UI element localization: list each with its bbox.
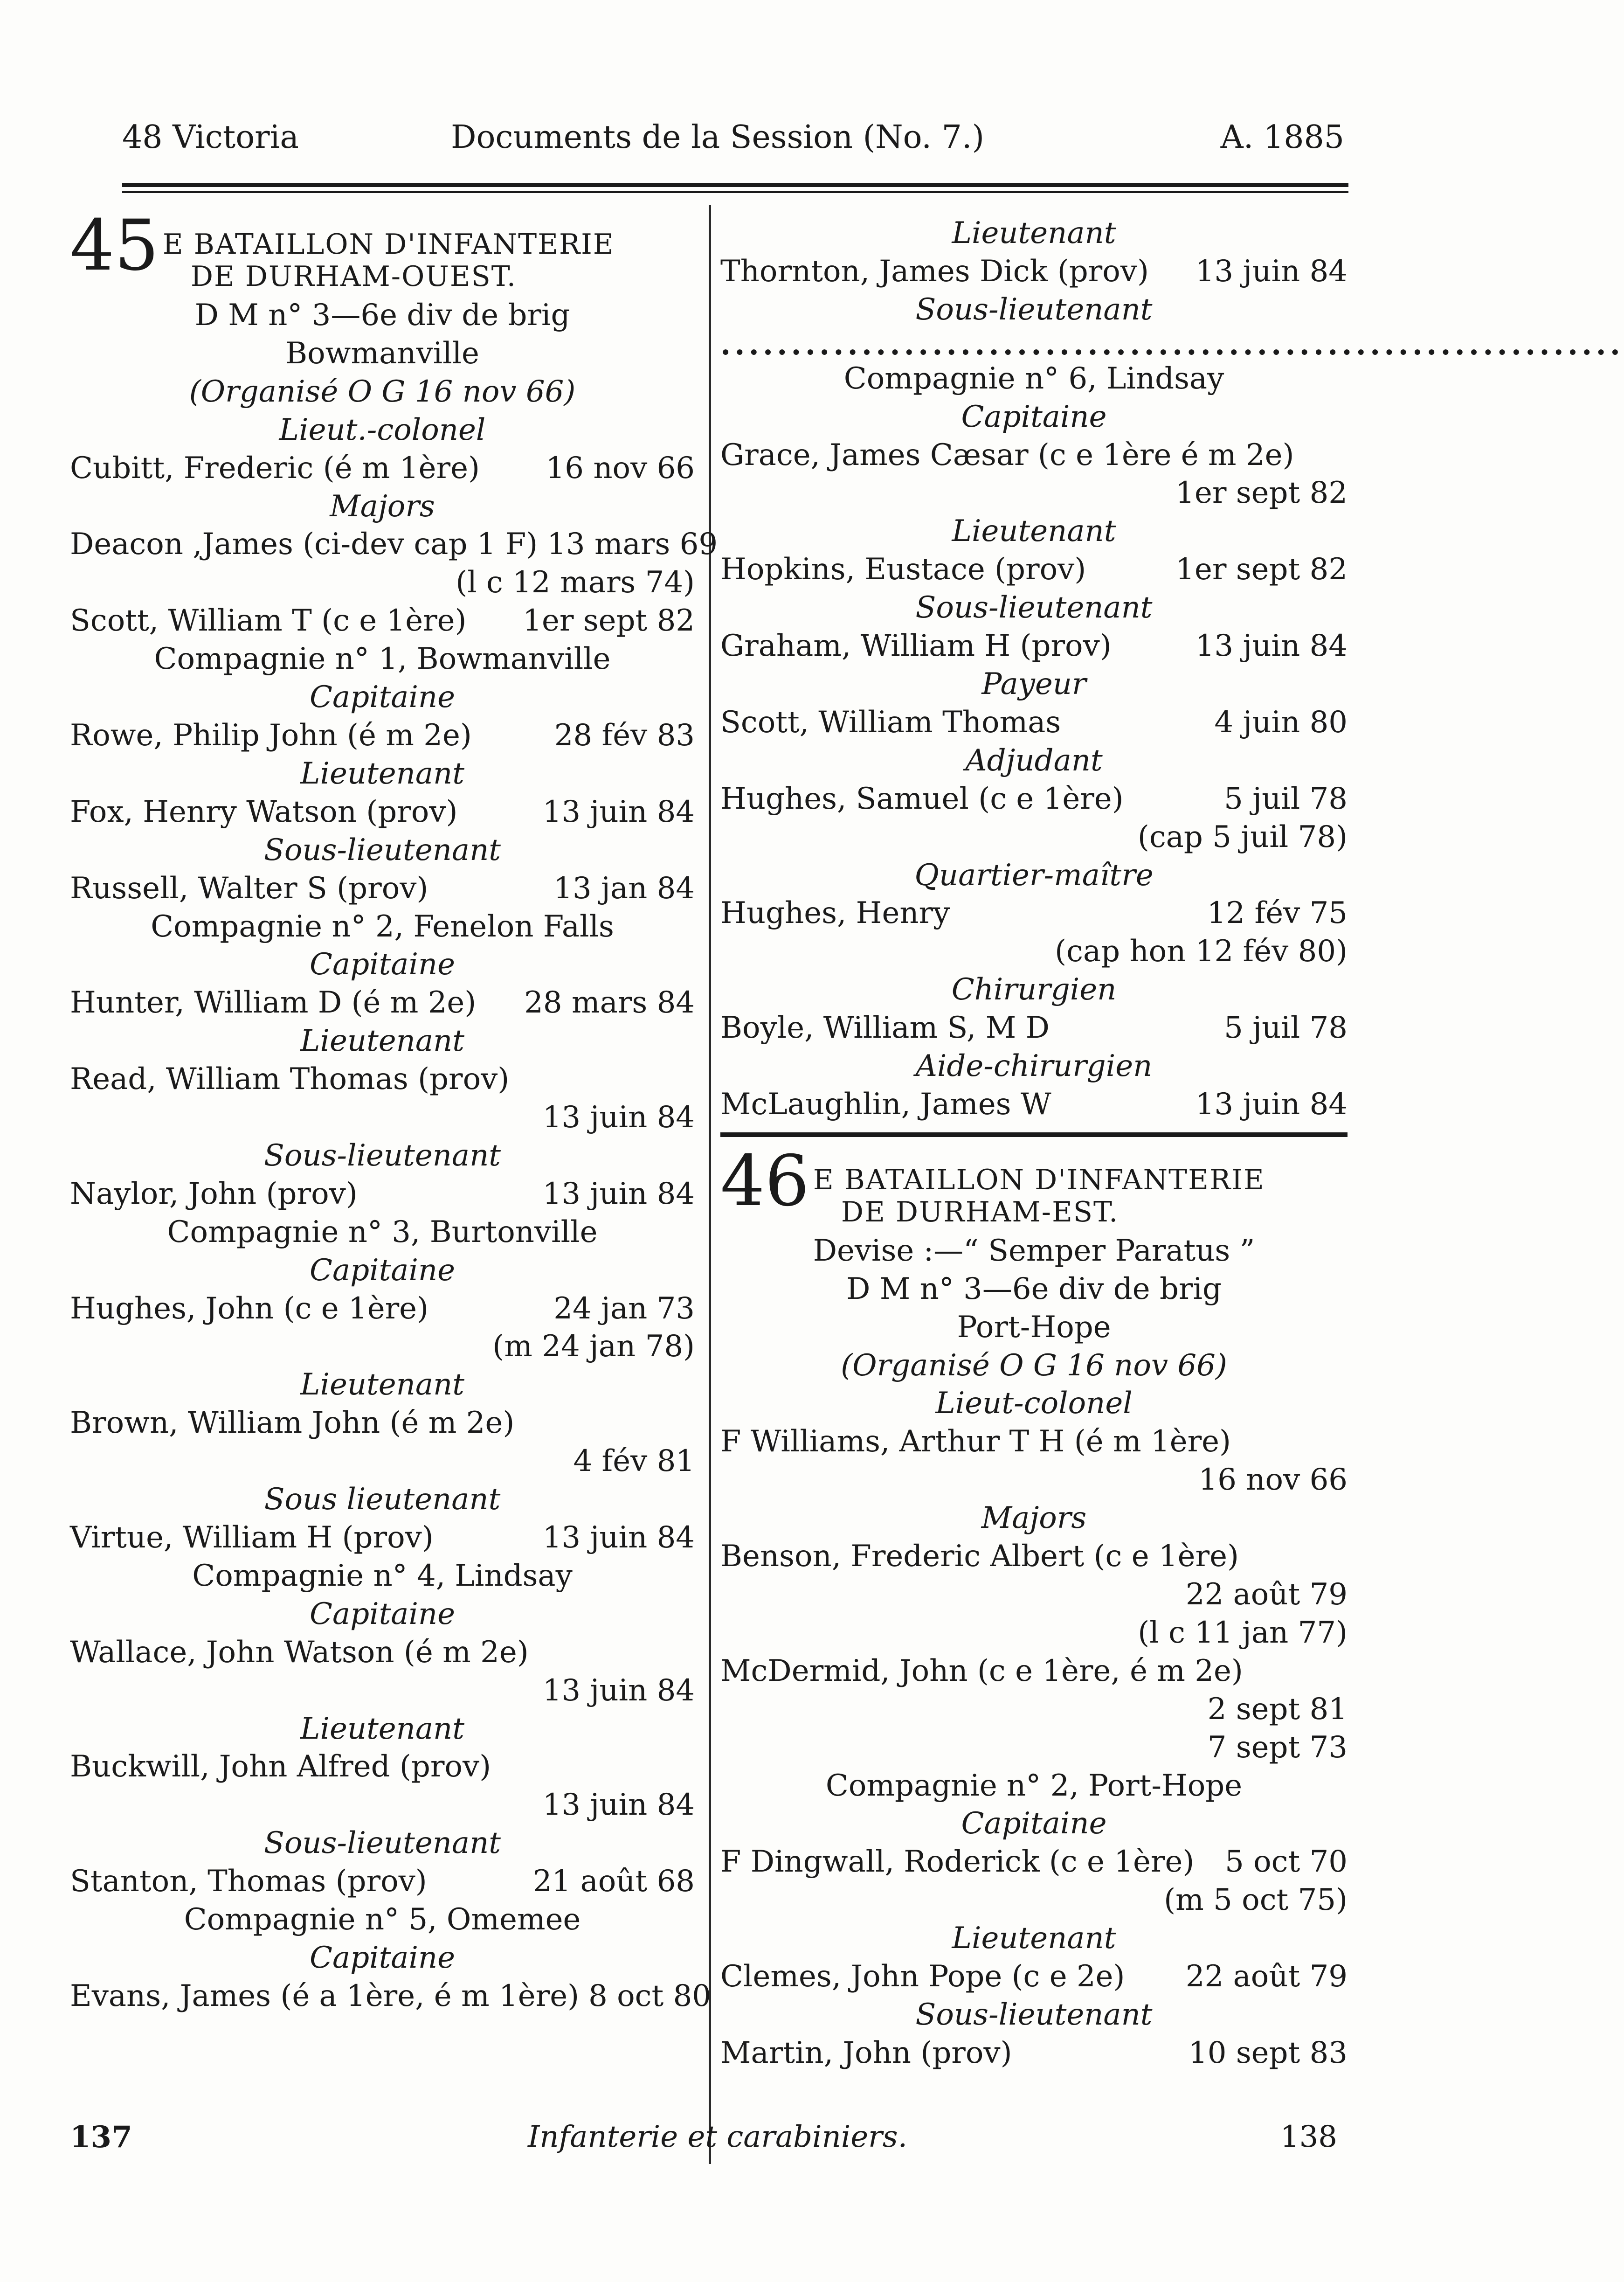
company-heading: Compagnie n° 2, Port-Hope [825,1768,1243,1803]
officer-entry [720,1086,1348,1124]
roster-list [720,1385,1348,2072]
officer-name: Benson, Frederic Albert (c e 1ère) [720,1539,1239,1574]
entry-note: (cap hon 12 fév 80) [1055,934,1348,969]
entry-note: (m 24 jan 78) [492,1329,695,1364]
officer-entry [720,551,1348,589]
battalion-number: 45 [70,205,159,286]
officer-entry [70,1061,695,1099]
officer-entry [720,1538,1348,1576]
rank-heading: Majors [981,1501,1087,1536]
column-divider [709,205,711,2164]
rank-heading: Quartier-maître [914,858,1154,893]
company-heading: Compagnie n° 3, Burtonville [167,1214,598,1249]
rank-heading: Capitaine [961,399,1107,434]
commission-date: 5 oct 70 [1225,1845,1348,1880]
officer-entry [70,1748,695,1786]
entry-note: (l c 12 mars 74) [456,565,695,600]
motto: Devise :—“ Semper Paratus ” [813,1233,1255,1268]
officer-entry [70,793,695,832]
commission-date: 22 août 79 [1185,1959,1348,1994]
officer-entry [720,780,1348,818]
entry-note: 13 juin 84 [542,1788,695,1823]
header-left: 48 Victoria [122,119,299,156]
officer-name: Clemes, John Pope (c e 2e) [720,1959,1125,1994]
officer-entry [70,602,695,640]
commission-date: 10 sept 83 [1189,2035,1348,2070]
entry-note: 22 août 79 [1185,1577,1348,1612]
rank-heading: Sous-lieutenant [264,832,501,867]
district: D M n° 3—6e div de brig [194,298,570,333]
rank-heading: Adjudant [965,743,1103,778]
commission-date: 4 juin 80 [1214,705,1348,740]
officer-name: Hughes, John (c e 1ère) [70,1291,428,1326]
battalion-subtitle: DE DURHAM-OUEST. [190,260,517,293]
rank-heading: Sous-lieutenant [915,590,1153,625]
rank-heading: Aide-chirurgien [915,1049,1153,1084]
entry-note: 1er sept 82 [1175,476,1348,511]
section-rule [720,1132,1348,1137]
officer-name: F Williams, Arthur T H (é m 1ère) [720,1424,1231,1459]
commission-date: 28 fév 83 [554,718,695,753]
page-number-left: 137 [70,2120,132,2155]
rank-heading: Payeur [981,666,1086,701]
rank-heading: Sous-lieutenant [264,1138,501,1173]
officer-entry [70,1519,695,1557]
header-rule-thick [122,183,1348,187]
officer-name: Grace, James Cæsar (c e 1ère é m 2e) [720,437,1294,472]
officer-name: Hughes, Samuel (c e 1ère) [720,781,1124,816]
battalion-title: E BATAILLON D'INFANTERIE [162,228,615,261]
commission-date: 1er sept 82 [1175,552,1348,587]
rank-heading: Lieutenant [300,756,464,791]
battalion-heading-45 [70,205,695,293]
officer-entry [70,717,695,755]
rank-heading: Capitaine [310,1940,455,1975]
commission-date: 16 nov 66 [546,451,695,486]
officer-entry [70,450,695,488]
officer-entry [720,1009,1348,1047]
organisation-date: (Organisé O G 16 nov 66) [841,1348,1227,1383]
officer-name: Brown, William John (é m 2e) [70,1406,515,1441]
commission-date: 13 juin 84 [542,1176,695,1211]
officer-name: McDermid, John (c e 1ère, é m 2e) [720,1653,1243,1688]
officer-entry [720,704,1348,742]
company-heading: Compagnie n° 2, Fenelon Falls [151,909,614,944]
officer-name: Hopkins, Eustace (prov) [720,552,1086,587]
commission-date: 13 juin 84 [1195,629,1348,664]
commission-date: 5 juil 78 [1224,781,1348,816]
entry-note: 2 sept 81 [1207,1692,1348,1727]
commission-date: 5 juil 78 [1224,1011,1348,1046]
entry-note: 13 juin 84 [542,1100,695,1135]
company-heading: Compagnie n° 5, Omemee [184,1902,581,1937]
officer-name: Fox, Henry Watson (prov) [70,794,458,829]
officer-entry [720,1958,1348,1996]
officer-entry [70,1863,695,1901]
officer-entry [70,984,695,1022]
rank-heading: Lieutenant [300,1367,464,1402]
officer-name: Scott, William Thomas [720,705,1061,740]
headquarters-place: Bowmanville [285,336,479,371]
officer-name: Hunter, William D (é m 2e) [70,985,477,1020]
district: D M n° 3—6e div de brig [846,1271,1222,1306]
officer-entry [70,1634,695,1672]
commission-date: 8 oct 80 [588,1978,711,2013]
rank-heading: Majors [330,489,435,524]
rank-heading: Lieutenant [952,216,1116,250]
company-heading: Compagnie n° 1, Bowmanville [154,642,611,677]
commission-date: 13 juin 84 [1195,254,1348,289]
battalion-heading-46 [720,1140,1348,1228]
dotted-leader: ................................................................ [720,326,1624,362]
commission-date: 21 août 68 [532,1864,695,1899]
officer-name: Graham, William H (prov) [720,629,1112,664]
officer-name: Deacon ,James (ci-dev cap 1 F) [70,527,538,562]
entry-note: (cap 5 juil 78) [1137,819,1348,854]
footer-section-title: Infanterie et carabiniers. [528,2120,907,2154]
entry-note: 13 juin 84 [542,1673,695,1708]
battalion-title: E BATAILLON D'INFANTERIE [813,1163,1265,1196]
officer-entry [70,526,718,564]
officer-name: Stanton, Thomas (prov) [70,1864,427,1899]
entry-note: 16 nov 66 [1198,1463,1348,1498]
officer-name: Scott, William T (c e 1ère) [70,603,467,638]
officer-entry [70,1404,695,1443]
officer-name: Thornton, James Dick (prov) [720,254,1149,289]
commission-date: 24 jan 73 [553,1291,695,1326]
commission-date: 13 juin 84 [542,794,695,829]
officer-entry [70,1977,711,2016]
entry-note: 7 sept 73 [1207,1730,1348,1765]
officer-name: McLaughlin, James W [720,1087,1051,1122]
rank-heading: Lieutenant [300,1024,464,1059]
officer-name: Cubitt, Frederic (é m 1ère) [70,451,480,486]
officer-entry [70,1175,695,1214]
commission-date: 1er sept 82 [523,603,695,638]
officer-entry [720,1843,1348,1881]
officer-name: Naylor, John (prov) [70,1176,358,1211]
officer-entry [70,1290,695,1328]
company-heading: Compagnie n° 4, Lindsay [192,1558,573,1593]
rank-heading: Sous-lieutenant [264,1826,501,1861]
header-center: Documents de la Session (No. 7.) [450,119,985,156]
rank-heading: Lieutenant [952,1921,1116,1956]
officer-entry [70,870,695,908]
officer-entry [720,253,1348,291]
officer-name: Martin, John (prov) [720,2035,1012,2070]
officer-entry [720,437,1348,475]
officer-entry [720,2034,1348,2073]
header-right: A. 1885 [1220,119,1344,156]
page-number-right: 138 [1280,2120,1337,2154]
officer-entry [720,1423,1348,1461]
rank-heading: Lieutenant [300,1711,464,1746]
company-heading: Compagnie n° 6, Lindsay [843,361,1224,396]
rank-heading: Capitaine [310,680,455,715]
officer-name: Hughes, Henry [720,896,950,931]
entry-note: (l c 11 jan 77) [1138,1615,1348,1650]
rank-heading: Capitaine [310,947,455,982]
commission-date: 13 jan 84 [553,871,695,906]
commission-date: 13 juin 84 [1195,1087,1348,1122]
rank-heading: Lieut.-colonel [279,412,486,447]
officer-entry [720,895,1348,933]
rank-heading: Capitaine [310,1596,455,1631]
officer-entry [720,627,1348,666]
rank-heading: Capitaine [310,1253,455,1288]
entry-note: 4 fév 81 [573,1444,695,1479]
officer-name: Evans, James (é a 1ère, é m 1ère) [70,1978,580,2013]
officer-name: Wallace, John Watson (é m 2e) [70,1635,529,1670]
officer-name: Virtue, William H (prov) [70,1520,434,1555]
roster-list-continued [720,215,1624,1124]
officer-name: Rowe, Philip John (é m 2e) [70,718,472,753]
rank-heading: Lieut-colonel [935,1386,1133,1421]
officer-name: Russell, Walter S (prov) [70,871,428,906]
header-rule-thin [122,191,1348,193]
rank-heading: Sous-lieutenant [915,1997,1153,2032]
rank-heading: Sous lieutenant [264,1482,501,1517]
commission-date: 13 mars 69 [547,527,718,562]
headquarters-place: Port-Hope [957,1310,1111,1345]
rank-heading: Capitaine [961,1806,1107,1841]
commission-date: 12 fév 75 [1207,896,1348,931]
rank-heading: Sous-lieutenant [915,292,1153,327]
organisation-date: (Organisé O G 16 nov 66) [189,374,576,409]
battalion-number: 46 [720,1140,809,1222]
commission-date: 28 mars 84 [524,985,695,1020]
battalion-subtitle: DE DURHAM-EST. [841,1195,1119,1228]
right-column [720,215,1624,2073]
officer-name: Read, William Thomas (prov) [70,1062,510,1097]
officer-name: Buckwill, John Alfred (prov) [70,1749,491,1784]
rank-heading: Chirurgien [951,972,1117,1007]
officer-name: Boyle, William S, M D [720,1011,1050,1046]
rank-heading: Lieutenant [952,514,1116,549]
running-header [0,119,1435,175]
officer-entry [720,1652,1348,1691]
left-column [70,205,718,2016]
officer-name: F Dingwall, Roderick (c e 1ère) [720,1845,1195,1880]
commission-date: 13 juin 84 [542,1520,695,1555]
entry-note: (m 5 oct 75) [1164,1883,1348,1918]
roster-list [70,411,718,2016]
